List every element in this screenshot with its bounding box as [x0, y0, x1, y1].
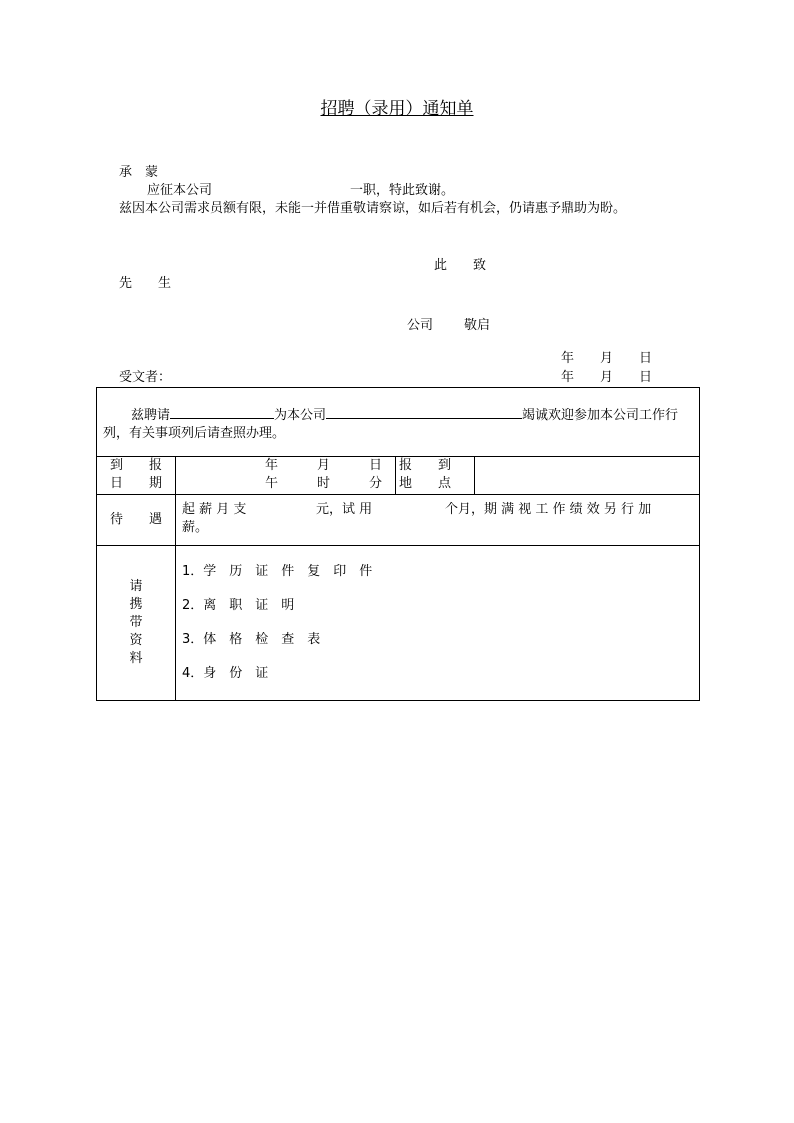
letter-closing: 此 致 — [434, 258, 487, 273]
bring-label-char: 资 — [129, 633, 143, 648]
salary-text-b: 元，试 用 — [316, 502, 373, 517]
letter-line2: 兹因本公司需求员额有限，未能一并借重敬请察谅，如后若有机会，仍请惠予鼎助为盼。 — [119, 201, 627, 216]
invitation-cell — [97, 388, 700, 457]
bring-label-char: 带 — [129, 615, 143, 630]
bring-materials-list — [176, 546, 700, 701]
invite-line2: 列，有关事项列后请查照办理。 — [103, 426, 286, 441]
signature-respect: 敬启 — [464, 318, 491, 333]
salary-cell[interactable] — [176, 495, 700, 546]
list-item: 3．体 格 检 查 表 — [182, 632, 321, 647]
bring-label-char: 请 — [129, 579, 143, 594]
page-title: 招聘（录用）通知单 — [320, 99, 474, 119]
receiver-label: 受文者： — [119, 370, 172, 385]
list-item: 2．离 职 证 明 — [182, 598, 295, 613]
list-item: 1．学 历 证 件 复 印 件 — [182, 564, 373, 579]
report-date-row1: 年 月 日 — [265, 458, 383, 473]
position-field[interactable] — [326, 404, 522, 419]
letter-date-1: 年 月 日 — [561, 351, 653, 366]
invitee-name-field[interactable] — [170, 404, 274, 419]
letter-line1-prefix: 应征本公司 — [147, 183, 213, 198]
signature-company: 公司 — [407, 318, 434, 333]
report-place-value[interactable] — [475, 457, 700, 495]
list-item: 4．身 份 证 — [182, 666, 269, 681]
report-date-label-1: 到 报 — [109, 458, 162, 473]
report-date-label-2: 日 期 — [109, 476, 162, 491]
salary-text-c: 个月，期 满 视 工 作 绩 效 另 行 加 — [445, 502, 652, 517]
addressee-title: 先 生 — [119, 276, 172, 291]
invite-mid: 为本公司 — [274, 408, 327, 423]
salary-label — [97, 495, 176, 546]
invite-prefix: 兹聘请 — [131, 408, 171, 423]
invite-suffix: 竭诚欢迎参加本公司工作行 — [522, 408, 679, 423]
letter-line1-suffix: 一职，特此致谢。 — [350, 183, 455, 198]
salutation-label: 承 蒙 — [119, 165, 159, 180]
salary-label-text: 待 遇 — [109, 512, 162, 527]
report-date-value[interactable] — [176, 457, 396, 495]
bring-label-char: 携 — [129, 597, 143, 612]
bring-label-char: 料 — [129, 651, 143, 666]
notice-form-table — [96, 387, 700, 701]
report-place-label-2: 地 点 — [399, 476, 452, 491]
salary-text-a: 起 薪 月 支 — [182, 502, 247, 517]
report-place-label — [396, 457, 475, 495]
letter-date-2: 年 月 日 — [561, 370, 653, 385]
bring-materials-label — [97, 546, 176, 701]
report-place-label-1: 报 到 — [399, 458, 452, 473]
report-date-label — [97, 457, 176, 495]
report-date-row2: 午 时 分 — [265, 476, 383, 491]
salary-text-d: 薪。 — [182, 520, 209, 535]
